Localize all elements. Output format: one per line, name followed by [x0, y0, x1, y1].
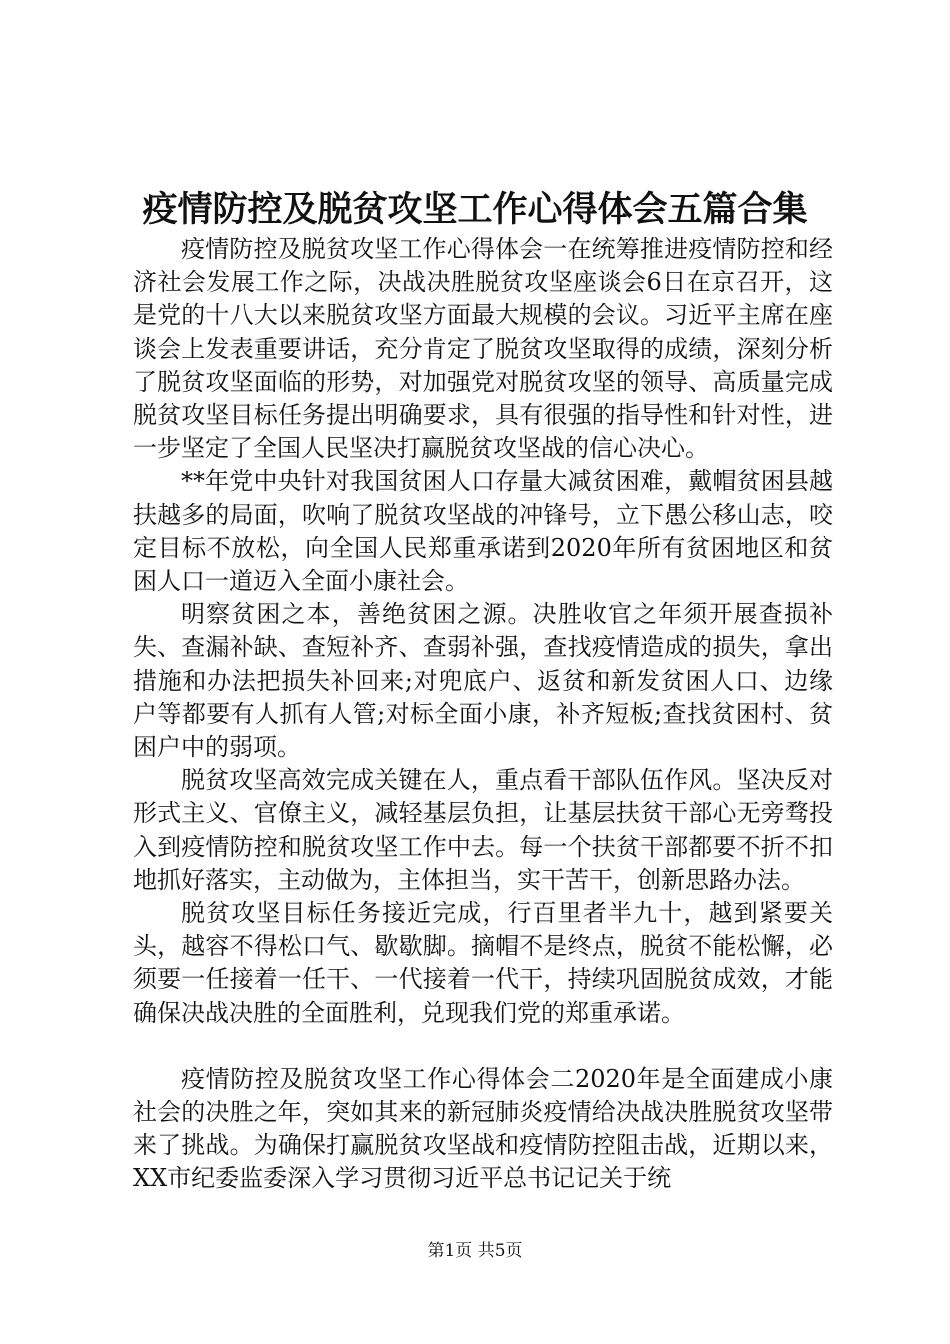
paragraph-2: **年党中央针对我国贫困人口存量大减贫困难，戴帽贫困县越扶越多的局面，吹响了脱贫攻坚战的冲锋号，立下愚公移山志，咬定目标不放松，向全国人民郑重承诺到2020年所有贫困地区和贫困人口一道迈入全面小康社会。 — [133, 467, 833, 596]
document-title: 疫情防控及脱贫攻坚工作心得体会五篇合集 — [142, 190, 808, 230]
page-footer: 第1页 共5页 — [427, 1241, 523, 1261]
paragraph-6: 疫情防控及脱贫攻坚工作心得体会二2020年是全面建成小康社会的决胜之年，突如其来的新冠肺炎疫情给决战决胜脱贫攻坚带来了挑战。为确保打赢脱贫攻坚战和疫情防控阻击战，近期以来，XX市纪委监委深入学习贯彻习近平总书记记关于统 — [133, 1064, 833, 1193]
paragraph-4: 脱贫攻坚高效完成关键在人，重点看干部队伍作风。坚决反对形式主义、官僚主义，减轻基层负担，让基层扶贫干部心无旁骛投入到疫情防控和脱贫攻坚工作中去。每一个扶贫干部都要不折不扣地抓好落实，主动做为，主体担当，实干苦干，创新思路办法。 — [133, 766, 833, 894]
paragraph-5: 脱贫攻坚目标任务接近完成，行百里者半九十，越到紧要关头，越容不得松口气、歇歇脚。摘帽不是终点，脱贫不能松懈，必须要一任接着一任干、一代接着一代干，持续巩固脱贫成效，才能确保决战决胜的全面胜利，兑现我们党的郑重承诺。 — [133, 899, 833, 1027]
paragraph-1: 疫情防控及脱贫攻坚工作心得体会一在统筹推进疫情防控和经济社会发展工作之际，决战决胜脱贫攻坚座谈会6日在京召开，这是党的十八大以来脱贫攻坚方面最大规模的会议。习近平主席在座谈会上发表重要讲话，充分肯定了脱贫攻坚取得的成绩，深刻分析了脱贫攻坚面临的形势，对加强党对脱贫攻坚的领导、高质量完成脱贫攻坚目标任务提出明确要求，具有很强的指导性和针对性，进一步坚定了全国人民坚决打赢脱贫攻坚战的信心决心。 — [133, 235, 833, 463]
section-gap — [133, 1030, 833, 1063]
document-body — [133, 233, 833, 1196]
paragraph-3: 明察贫困之本，善绝贫困之源。决胜收官之年须开展查损补失、查漏补缺、查短补齐、查弱补强，查找疫情造成的损失，拿出措施和办法把损失补回来;对兜底户、返贫和新发贫困人口、边缘户等都要有人抓有人管;对标全面小康，补齐短板;查找贫困村、贫困户中的弱项。 — [133, 600, 833, 762]
